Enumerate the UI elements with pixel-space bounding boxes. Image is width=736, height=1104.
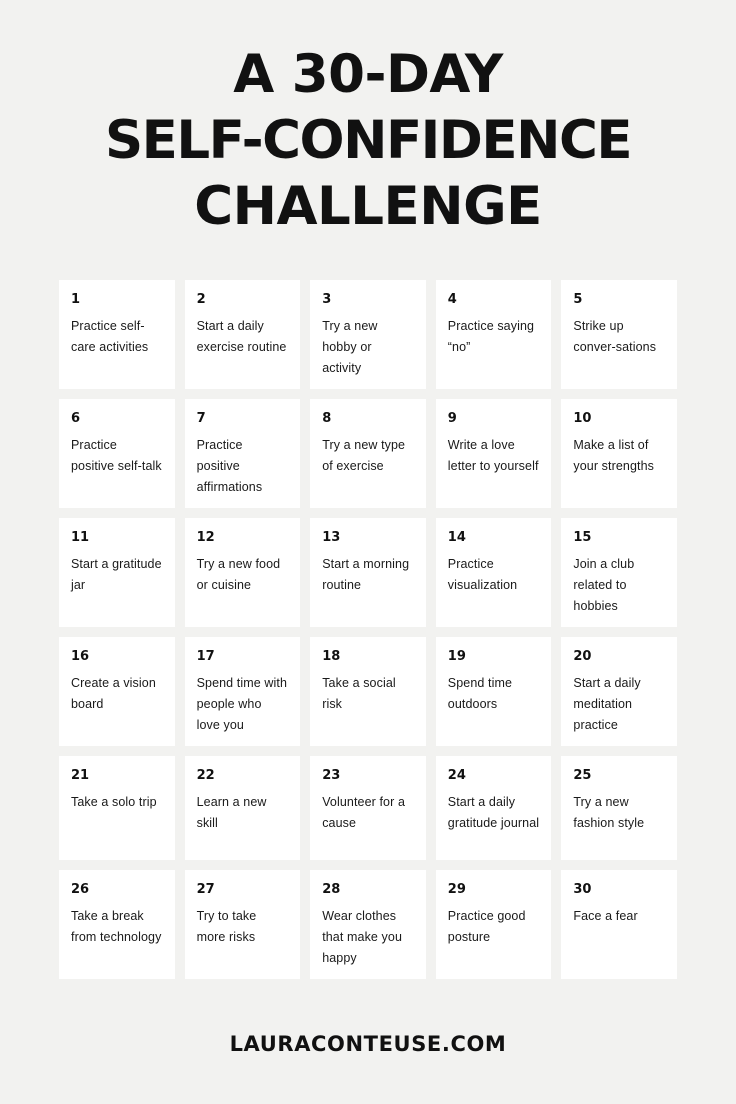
day-task: Take a solo trip [71, 795, 157, 809]
day-cell [310, 518, 426, 627]
day-task: Start a daily exercise routine [196, 319, 287, 354]
day-cell [561, 637, 677, 746]
day-number: 20 [573, 649, 592, 664]
day-number: 27 [196, 882, 215, 897]
challenge-grid-wrapper [30, 250, 706, 1018]
day-number: 15 [573, 530, 592, 545]
title-line-3: CHALLENGE [194, 176, 542, 237]
day-task: Practice good posture [447, 909, 526, 944]
day-number: 9 [447, 411, 457, 426]
page-title [30, 42, 706, 240]
day-number: 2 [196, 292, 206, 307]
day-task: Learn a new skill [196, 795, 267, 830]
day-number: 17 [196, 649, 215, 664]
day-cell [436, 518, 552, 627]
day-task: Write a love letter to yourself [447, 438, 539, 473]
day-cell [561, 399, 677, 508]
day-task: Try a new fashion style [573, 795, 645, 830]
day-task: Try a new hobby or activity [322, 319, 378, 375]
day-cell [59, 756, 175, 860]
day-number: 3 [322, 292, 332, 307]
day-number: 10 [573, 411, 592, 426]
title-line-2: SELF-CONFIDENCE [104, 110, 632, 171]
day-number: 23 [322, 768, 341, 783]
day-task: Wear clothes that make you happy [322, 909, 403, 965]
day-number: 26 [71, 882, 90, 897]
day-task: Spend time with people who love you [196, 676, 288, 732]
day-number: 4 [447, 292, 457, 307]
day-cell [185, 637, 301, 746]
day-cell [561, 756, 677, 860]
day-cell [310, 637, 426, 746]
day-number: 7 [196, 411, 206, 426]
day-cell [185, 518, 301, 627]
day-number: 30 [573, 882, 592, 897]
day-cell [561, 518, 677, 627]
day-cell [59, 399, 175, 508]
day-number: 8 [322, 411, 332, 426]
day-cell [59, 637, 175, 746]
day-task: Practice visualization [447, 557, 518, 592]
day-cell [561, 870, 677, 979]
day-number: 5 [573, 292, 583, 307]
day-cell [310, 399, 426, 508]
challenge-grid [59, 280, 677, 979]
day-cell [59, 870, 175, 979]
day-number: 14 [447, 530, 466, 545]
day-number: 1 [71, 292, 81, 307]
day-task: Practice saying “no” [447, 319, 535, 354]
day-cell [561, 280, 677, 389]
day-number: 21 [71, 768, 90, 783]
day-number: 29 [447, 882, 466, 897]
day-task: Make a list of your strengths [573, 438, 654, 473]
day-cell [310, 280, 426, 389]
day-cell [185, 399, 301, 508]
day-number: 11 [71, 530, 90, 545]
day-cell [185, 280, 301, 389]
day-cell [436, 870, 552, 979]
day-task: Practice positive self-talk [71, 438, 162, 473]
day-task: Practice self-care activities [71, 319, 149, 354]
day-task: Strike up conver-sations [573, 319, 657, 354]
website-credit: LAURACONTEUSE.COM [229, 1032, 507, 1056]
day-task: Try to take more risks [196, 909, 257, 944]
day-task: Start a gratitude jar [71, 557, 162, 592]
day-task: Face a fear [573, 909, 638, 923]
day-cell [436, 756, 552, 860]
day-task: Practice positive affirmations [196, 438, 263, 494]
day-number: 18 [322, 649, 341, 664]
day-cell [59, 280, 175, 389]
day-cell [185, 870, 301, 979]
day-number: 24 [447, 768, 466, 783]
day-task: Join a club related to hobbies [573, 557, 635, 613]
day-number: 25 [573, 768, 592, 783]
title-line-1: A 30-DAY [233, 44, 503, 105]
day-task: Try a new food or cuisine [196, 557, 281, 592]
day-cell [436, 399, 552, 508]
day-cell [436, 280, 552, 389]
day-number: 22 [196, 768, 215, 783]
day-number: 19 [447, 649, 466, 664]
day-number: 13 [322, 530, 341, 545]
day-number: 6 [71, 411, 81, 426]
day-cell [310, 870, 426, 979]
day-task: Spend time outdoors [447, 676, 513, 711]
day-task: Start a daily gratitude journal [447, 795, 540, 830]
day-task: Start a morning routine [322, 557, 410, 592]
day-task: Take a break from technology [71, 909, 162, 944]
day-task: Try a new type of exercise [322, 438, 406, 473]
day-number: 28 [322, 882, 341, 897]
day-number: 16 [71, 649, 90, 664]
day-task: Create a vision board [71, 676, 156, 711]
day-number: 12 [196, 530, 215, 545]
day-task: Take a social risk [322, 676, 396, 711]
day-cell [185, 756, 301, 860]
day-task: Start a daily meditation practice [573, 676, 641, 732]
footer [30, 1018, 706, 1084]
day-cell [310, 756, 426, 860]
day-cell [436, 637, 552, 746]
day-cell [59, 518, 175, 627]
day-task: Volunteer for a cause [322, 795, 405, 830]
